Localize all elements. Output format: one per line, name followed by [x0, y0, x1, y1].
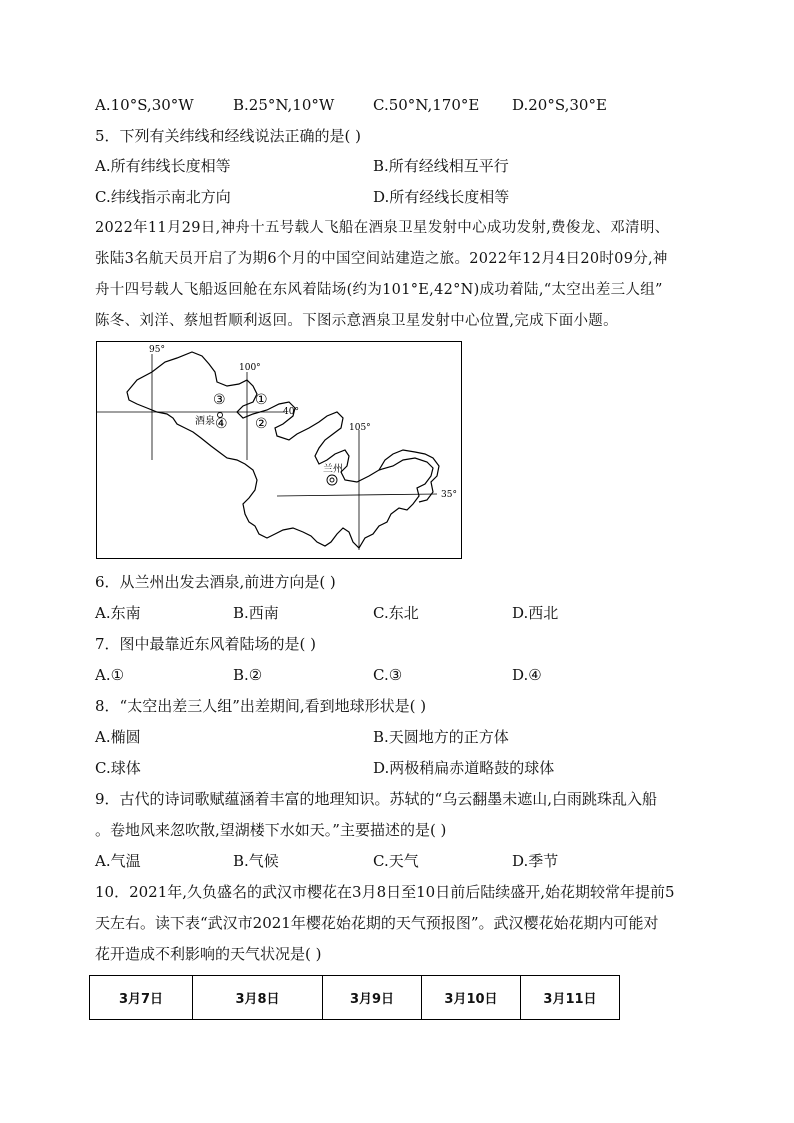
table-header-cell: 3月7日	[90, 976, 193, 1020]
q7-option-b: B.②	[233, 666, 263, 684]
q10-stem-line-1: 10．2021年,久负盛名的武汉市樱花在3月8日至10日前后陆续盛开,始花期较常年提前5	[95, 883, 675, 901]
lanzhou-symbol-inner	[330, 478, 334, 482]
q5-option-a: A.所有纬线长度相等	[95, 157, 231, 175]
q8-option-a: A.椭圆	[95, 728, 141, 746]
q8-stem: 8．“太空出差三人组”出差期间,看到地球形状是( )	[95, 697, 427, 715]
q5-option-d: D.所有经线长度相等	[373, 188, 510, 206]
marker-1: ①	[255, 392, 268, 408]
q7-option-a: A.①	[95, 666, 125, 684]
passage-line-3: 舟十四号载人飞船返回舱在东风着陆场(约为101°E,42°N)成功着陆,“太空出差三人组”	[95, 282, 663, 298]
q6-stem: 6．从兰州出发去酒泉,前进方向是( )	[95, 573, 336, 591]
q9-option-d: D.季节	[512, 852, 559, 870]
q6-option-c: C.东北	[373, 604, 419, 622]
marker-2: ②	[255, 416, 268, 432]
q6-option-a: A.东南	[95, 604, 141, 622]
q10-stem-line-2: 天左右。读下表“武汉市2021年樱花始花期的天气预报图”。武汉樱花始花期内可能对	[95, 914, 659, 932]
q7-option-c: C.③	[373, 666, 403, 684]
table-header-cell: 3月10日	[422, 976, 521, 1020]
table-header-cell: 3月9日	[323, 976, 422, 1020]
weather-forecast-table	[89, 975, 620, 1020]
table-header-cell: 3月11日	[521, 976, 620, 1020]
passage-line-1: 2022年11月29日,神舟十五号载人飞船在酒泉卫星发射中心成功发射,费俊龙、邓清明、	[95, 220, 670, 236]
passage-line-2: 张陆3名航天员开启了为期6个月的中国空间站建造之旅。2022年12月4日20时09分,神	[95, 251, 668, 267]
q8-option-d: D.两极稍扁赤道略鼓的球体	[373, 759, 555, 777]
lat-label-40: 40°	[283, 407, 299, 417]
marker-3: ③	[213, 392, 226, 408]
q7-option-d: D.④	[512, 666, 542, 684]
lon-label-105: 105°	[349, 423, 371, 433]
q4-option-a: A.10°S,30°W	[95, 96, 194, 114]
lat-label-35: 35°	[441, 490, 457, 500]
lanzhou-symbol-outer	[327, 475, 337, 485]
q6-option-b: B.西南	[233, 604, 279, 622]
province-outline	[127, 352, 433, 548]
gansu-map	[96, 341, 462, 559]
q8-option-c: C.球体	[95, 759, 141, 777]
lon-label-100: 100°	[239, 363, 261, 373]
q4-option-c: C.50°N,170°E	[373, 96, 480, 114]
q9-stem-line-1: 9．古代的诗词歌赋蕴涵着丰富的地理知识。苏轼的“乌云翻墨未遮山,白雨跳珠乱入船	[95, 790, 657, 808]
map-drawing	[97, 342, 463, 560]
q9-stem-line-2: 。卷地风来忽吹散,望湖楼下水如天。”主要描述的是( )	[95, 821, 447, 839]
passage-line-4: 陈冬、刘洋、蔡旭哲顺利返回。下图示意酒泉卫星发射中心位置,完成下面小题。	[95, 313, 618, 329]
place-lanzhou: 兰州	[323, 464, 343, 475]
marker-4: ④	[215, 416, 228, 432]
parallel-35	[277, 494, 437, 496]
q8-option-b: B.天圆地方的正方体	[373, 728, 509, 746]
place-jiuquan: 酒泉	[195, 416, 215, 427]
q6-option-d: D.西北	[512, 604, 559, 622]
q7-stem: 7．图中最靠近东风着陆场的是( )	[95, 635, 317, 653]
q9-option-b: B.气候	[233, 852, 279, 870]
q5-option-c: C.纬线指示南北方向	[95, 188, 231, 206]
table-header-row	[90, 976, 620, 1020]
q4-option-d: D.20°S,30°E	[512, 96, 607, 114]
q9-option-c: C.天气	[373, 852, 419, 870]
q10-stem-line-3: 花开造成不利影响的天气状况是( )	[95, 945, 322, 963]
q5-option-b: B.所有经线相互平行	[373, 157, 509, 175]
lon-label-95: 95°	[149, 345, 165, 355]
q5-stem: 5．下列有关纬线和经线说法正确的是( )	[95, 127, 362, 145]
q4-option-b: B.25°N,10°W	[233, 96, 335, 114]
table-header-cell: 3月8日	[193, 976, 323, 1020]
q9-option-a: A.气温	[95, 852, 141, 870]
